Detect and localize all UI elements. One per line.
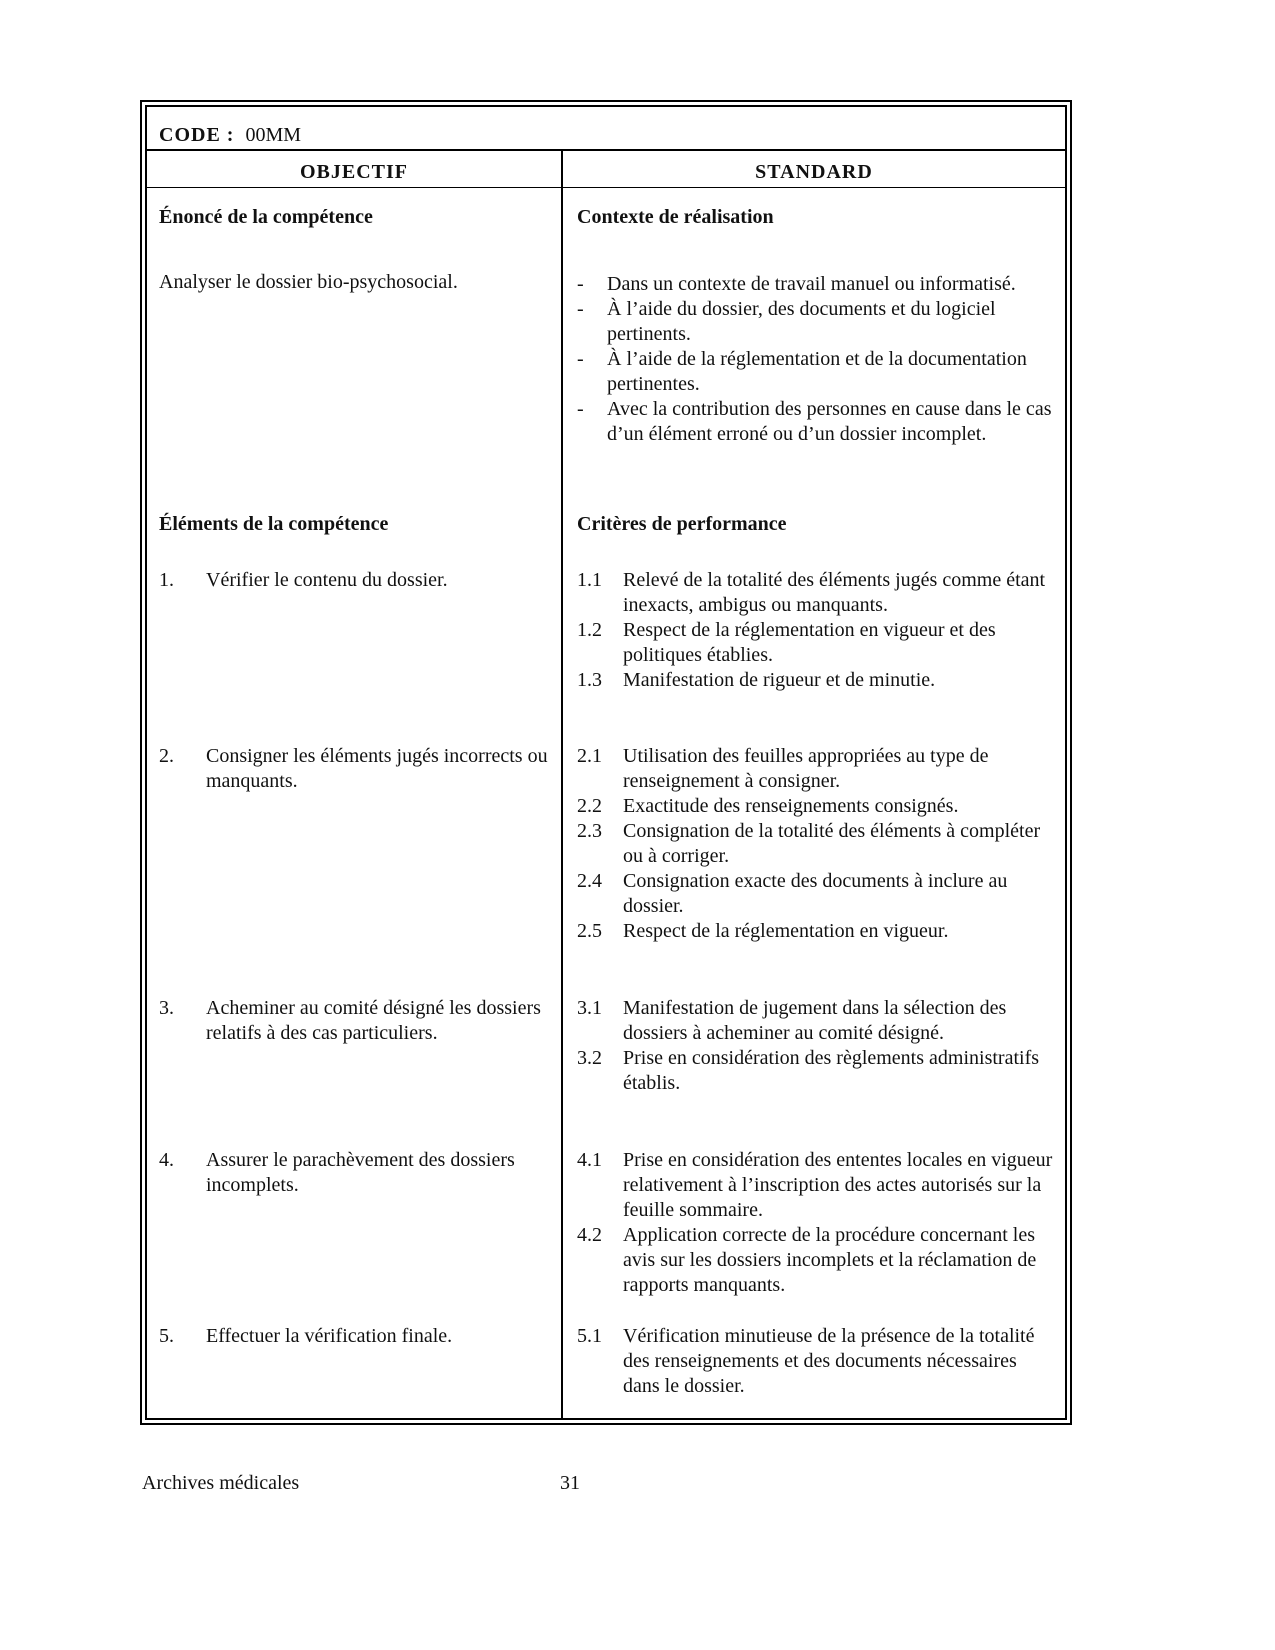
criterion-item: [577, 1148, 1057, 1223]
dash-bullet: -: [577, 298, 584, 320]
table-inner-border: [145, 105, 1067, 1420]
criterion-text: Vérification minutieuse de la présence de la totalité des renseignements et des documents nécessaires dans le dossier.: [623, 1325, 1035, 1397]
criterion-number: 1.1: [577, 569, 602, 591]
criteria-group-4: [577, 1148, 1057, 1298]
criterion-number: 5.1: [577, 1325, 602, 1347]
code-row: [147, 107, 1065, 151]
criterion-number: 3.2: [577, 1047, 602, 1069]
dash-bullet: -: [577, 398, 584, 420]
element-text: Consigner les éléments jugés incorrects ou manquants.: [206, 745, 548, 792]
element-number: 1.: [159, 569, 174, 591]
criterion-number: 1.2: [577, 619, 602, 641]
criterion-item: [577, 568, 1057, 618]
criterion-item: [577, 1046, 1057, 1096]
column-header-row: [147, 149, 1065, 188]
dash-bullet: -: [577, 273, 584, 295]
contexte-item-text: À l’aide de la réglementation et de la documentation pertinentes.: [607, 348, 1027, 395]
element-2: [159, 744, 554, 794]
criterion-text: Respect de la réglementation en vigueur.: [623, 920, 949, 942]
criterion-number: 1.3: [577, 669, 602, 691]
element-text: Assurer le parachèvement des dossiers incomplets.: [206, 1149, 515, 1196]
contexte-item-text: Avec la contribution des personnes en cause dans le cas d’un élément erroné ou d’un dossier incomplet.: [607, 398, 1052, 445]
criterion-number: 2.2: [577, 795, 602, 817]
criterion-item: [577, 819, 1057, 869]
page-number: 31: [560, 1472, 580, 1494]
criterion-item: [577, 1223, 1057, 1298]
element-text: Effectuer la vérification finale.: [206, 1325, 453, 1347]
criteres-title: Critères de performance: [577, 513, 787, 535]
criterion-item: [577, 668, 1057, 693]
element-number: 5.: [159, 1325, 174, 1347]
contexte-item: [577, 272, 1057, 297]
criterion-text: Prise en considération des ententes locales en vigueur relativement à l’inscription des actes autorisés sur la feuille sommaire.: [623, 1149, 1053, 1221]
element-1: [159, 568, 554, 593]
competency-table: [140, 100, 1072, 1425]
code-value: 00MM: [245, 124, 302, 146]
contexte-item-text: Dans un contexte de travail manuel ou informatisé.: [607, 273, 1016, 295]
element-3: [159, 996, 554, 1046]
criterion-number: 4.1: [577, 1149, 602, 1171]
element-number: 2.: [159, 745, 174, 767]
element-text: Vérifier le contenu du dossier.: [206, 569, 448, 591]
contexte-title: Contexte de réalisation: [577, 206, 774, 228]
criterion-item: [577, 869, 1057, 919]
code-field: [159, 124, 301, 147]
footer-title: Archives médicales: [142, 1472, 300, 1494]
criterion-item: [577, 996, 1057, 1046]
header-objectif: OBJECTIF: [299, 161, 409, 183]
criterion-item: [577, 618, 1057, 668]
criterion-item: [577, 919, 1057, 944]
contexte-item: [577, 397, 1057, 447]
dash-bullet: -: [577, 348, 584, 370]
element-text: Acheminer au comité désigné les dossiers relatifs à des cas particuliers.: [206, 997, 541, 1044]
criterion-text: Utilisation des feuilles appropriées au type de renseignement à consigner.: [623, 745, 989, 792]
contexte-item: [577, 297, 1057, 347]
criteria-group-5: [577, 1324, 1057, 1399]
contexte-item-text: À l’aide du dossier, des documents et du logiciel pertinents.: [607, 298, 996, 345]
criterion-text: Prise en considération des règlements administratifs établis.: [623, 1047, 1040, 1094]
criterion-number: 2.4: [577, 870, 602, 892]
criterion-item: [577, 744, 1057, 794]
header-standard: STANDARD: [755, 161, 873, 183]
elements-title: Éléments de la compétence: [159, 513, 389, 535]
criterion-number: 2.3: [577, 820, 602, 842]
contexte-item: [577, 347, 1057, 397]
criterion-item: [577, 1324, 1057, 1399]
criterion-number: 2.1: [577, 745, 602, 767]
element-number: 4.: [159, 1149, 174, 1171]
column-divider: [561, 149, 563, 1418]
element-5: [159, 1324, 554, 1349]
contexte-list: [577, 272, 1057, 447]
criterion-text: Application correcte de la procédure concernant les avis sur les dossiers incomplets et la réclamation de rapports manquants.: [623, 1224, 1037, 1296]
criterion-number: 3.1: [577, 997, 602, 1019]
criterion-text: Manifestation de jugement dans la sélection des dossiers à acheminer au comité désigné.: [623, 997, 1007, 1044]
element-4: [159, 1148, 554, 1198]
enonce-title: Énoncé de la compétence: [159, 206, 373, 228]
criterion-text: Consignation de la totalité des éléments à compléter ou à corriger.: [623, 820, 1041, 867]
criterion-text: Relevé de la totalité des éléments jugés comme étant inexacts, ambigus ou manquants.: [623, 569, 1046, 616]
criterion-text: Manifestation de rigueur et de minutie.: [623, 669, 936, 691]
element-number: 3.: [159, 997, 174, 1019]
criteria-group-1: [577, 568, 1057, 693]
criterion-number: 4.2: [577, 1224, 602, 1246]
criterion-text: Consignation exacte des documents à inclure au dossier.: [623, 870, 1008, 917]
criterion-text: Respect de la réglementation en vigueur et des politiques établies.: [623, 619, 996, 666]
criteria-group-2: [577, 744, 1057, 944]
criteria-group-3: [577, 996, 1057, 1096]
enonce-text: Analyser le dossier bio-psychosocial.: [159, 271, 458, 293]
code-label: CODE :: [159, 124, 235, 146]
criterion-item: [577, 794, 1057, 819]
criterion-number: 2.5: [577, 920, 602, 942]
criterion-text: Exactitude des renseignements consignés.: [623, 795, 959, 817]
